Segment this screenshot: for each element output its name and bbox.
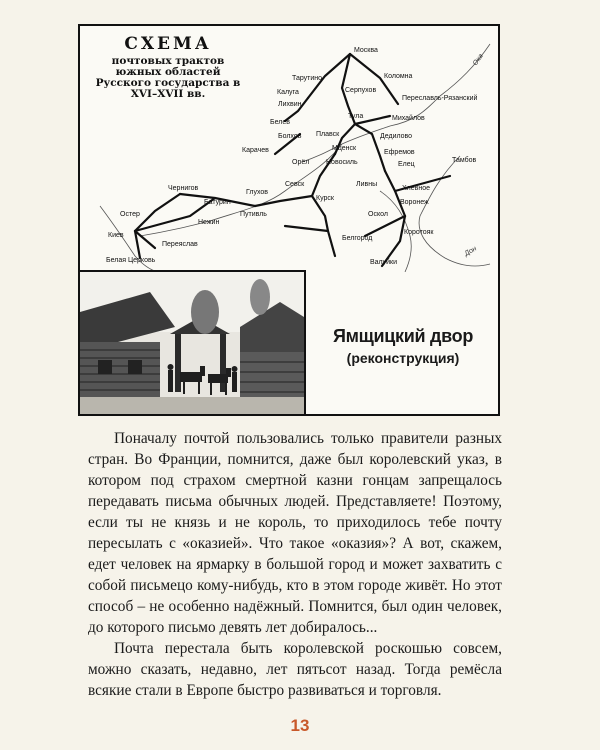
city-label: Коротояк bbox=[404, 229, 434, 236]
city-label: Чернигов bbox=[168, 185, 199, 192]
route-tula-dedilovo-efremov bbox=[355, 124, 385, 171]
map-title-sub: почтовых трактов южных областей Русского государства в XVI–XVII вв. bbox=[95, 54, 241, 100]
city-label: Тула bbox=[348, 113, 364, 120]
city-label: Курск bbox=[316, 195, 334, 202]
route-kursk-putivl bbox=[285, 226, 328, 231]
river-label: Ока bbox=[471, 52, 485, 68]
page-number: 13 bbox=[290, 716, 310, 735]
city-label: Севск bbox=[285, 181, 305, 188]
city-label: Глухов bbox=[246, 189, 269, 196]
city-label: Путивль bbox=[240, 211, 267, 218]
route-orel-sevsk-glukhov bbox=[255, 196, 312, 206]
city-label: Мценск bbox=[332, 145, 357, 152]
map-title bbox=[94, 36, 242, 100]
body-text bbox=[88, 428, 502, 701]
city-label: Лихвин bbox=[278, 101, 302, 108]
river-don-line bbox=[419, 156, 490, 266]
city-label: Новосиль bbox=[326, 159, 358, 166]
city-label: Белгород bbox=[342, 235, 373, 242]
coaching-inn-illustration bbox=[80, 270, 306, 416]
map-title-main: СХЕМА bbox=[124, 34, 212, 54]
city-label: Белев bbox=[270, 119, 290, 126]
city-label: Серпухов bbox=[345, 87, 377, 94]
route-baturin-nezhin-kiev bbox=[135, 198, 215, 231]
city-label: Карачев bbox=[242, 147, 269, 154]
city-label: Киев bbox=[108, 232, 124, 239]
paragraph: Почта перестала быть королевской роскошью совсем, можно сказать, недавно, лет пятьсот назад. Тогда ремёсла всякие стали в Европе быстро развиваться и торговля. bbox=[88, 640, 502, 699]
city-label: Дедилово bbox=[380, 133, 413, 140]
map-figure bbox=[78, 24, 500, 416]
city-label: Москва bbox=[354, 47, 378, 54]
city-label: Коломна bbox=[384, 73, 413, 80]
route-efremov-elets-voronezh bbox=[385, 171, 405, 216]
caption-main: Ямщицкий двор bbox=[332, 326, 474, 346]
route-oskol bbox=[365, 216, 405, 236]
city-label: Батурин bbox=[204, 199, 231, 206]
city-label: Ливны bbox=[356, 181, 378, 188]
city-label: Орёл bbox=[292, 159, 310, 166]
city-label: Оскол bbox=[368, 211, 388, 218]
city-label: Хлевное bbox=[402, 185, 431, 192]
city-label: Болхов bbox=[278, 133, 302, 140]
city-label: Михайлов bbox=[392, 115, 425, 122]
river-label: Дон bbox=[463, 245, 478, 258]
city-label: Нежин bbox=[198, 219, 220, 226]
city-label: Переславль-Рязанский bbox=[402, 95, 478, 102]
city-label: Переяслав bbox=[162, 241, 198, 248]
city-label: Ефремов bbox=[384, 149, 415, 156]
city-label: Белая Церковь bbox=[106, 257, 156, 264]
figure-caption bbox=[306, 326, 500, 366]
city-label: Валуйки bbox=[370, 259, 398, 266]
city-label: Елец bbox=[398, 161, 415, 168]
route-kursk-belgorod bbox=[328, 231, 335, 256]
coaching-inn-drawing bbox=[80, 272, 304, 416]
city-label: Остер bbox=[120, 211, 140, 218]
city-label: Тамбов bbox=[452, 157, 477, 164]
city-label: Воронеж bbox=[400, 199, 429, 206]
paragraph: Поначалу почтой пользовались только правители разных стран. Во Франции, помнится, даже был королевский указ, в котором под страхом смертной казни гонцам запрещалось передавать письма обычных людей. Представляете! Поэтому, если ты не князь и не король, то приходилось тебе почту пересылать с «оказией». Что такое «оказия»? А вот, скажем, едет человек на ярмарку в большой город и может захватить с собой письмецо кому-нибудь, кто в этом городе живёт. Но этот способ – не особенно надёжный. Помнится, был один человек, до которого письмо девять лет добиралось... bbox=[88, 430, 502, 636]
city-label: Тарутино bbox=[292, 75, 323, 82]
city-label: Калуга bbox=[277, 89, 299, 96]
city-label: Плавск bbox=[316, 131, 340, 138]
caption-sub: (реконструкция) bbox=[346, 350, 460, 366]
